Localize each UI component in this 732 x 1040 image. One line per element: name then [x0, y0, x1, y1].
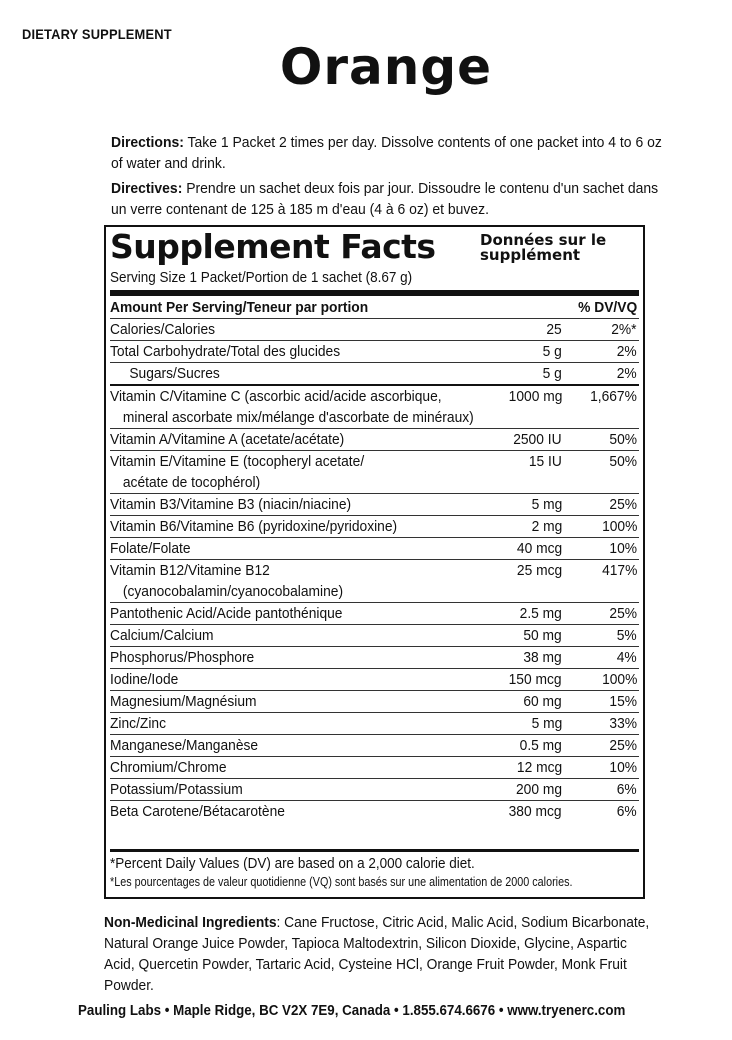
nutrient-name: [110, 625, 732, 646]
directions-fr: [111, 178, 669, 220]
nutrient-amount: 5 g: [542, 343, 562, 360]
nutrient-name: [110, 779, 732, 800]
facts-table: [110, 297, 639, 822]
directions-fr-text: Prendre un sachet deux fois par jour. Dissoudre le contenu d'un sachet dans un verre contenant de 125 à 185 m d'eau (4 à 6 oz) et buvez.: [111, 180, 659, 218]
nutrient-dv: 417%: [601, 562, 637, 579]
nutrient-name: [110, 516, 732, 537]
nutrient-amount: 150 mcg: [509, 671, 562, 688]
footnote-fr: *Les pourcentages de valeur quotidienne (VQ) sont basés sur une alimentation de 2000 calories.: [110, 874, 573, 889]
nutrient-name: [110, 494, 732, 515]
nutrient-name: [110, 669, 732, 690]
nutrient-amount: 2.5 mg: [519, 605, 562, 622]
nutrient-amount: 38 mg: [523, 649, 562, 666]
nutrient-dv: 2%: [617, 343, 637, 360]
nutrient-row: [110, 516, 639, 538]
nutrient-dv: 33%: [609, 715, 637, 732]
flavor-title: Orange: [279, 38, 493, 96]
nutrient-amount: 1000 mg: [508, 388, 562, 405]
supplement-facts-panel: [104, 225, 645, 899]
nutrient-name-continued: mineral ascorbate mix/mélange d'ascorbate de minéraux): [122, 409, 474, 426]
nutrient-amount: 5 g: [542, 365, 562, 382]
nutrient-amount: 60 mg: [523, 693, 562, 710]
nutrient-dv: 5%: [617, 627, 637, 644]
nutrient-row: [110, 757, 639, 779]
directions-en: [111, 132, 669, 174]
nutrient-amount: 5 mg: [531, 496, 562, 513]
nutrient-dv: 4%: [617, 649, 637, 666]
nutrient-name: [110, 691, 732, 712]
nutrient-name-line: Calories/Calories: [110, 321, 216, 338]
company-footer: Pauling Labs • Maple Ridge, BC V2X 7E9, Canada • 1.855.674.6676 • www.tryenerc.com: [78, 1003, 626, 1019]
nutrient-row: [110, 603, 639, 625]
amount-header: Amount Per Serving/Teneur par portion: [110, 299, 369, 316]
nutrient-dv: 10%: [609, 540, 637, 557]
nutrient-name-line: Beta Carotene/Bétacarotène: [110, 803, 285, 820]
nutrient-name-line: Calcium/Calcium: [110, 627, 214, 644]
nutrient-row: [110, 386, 639, 429]
nutrient-dv: 25%: [609, 737, 637, 754]
nutrient-name: [110, 429, 732, 450]
nutrient-name: [110, 757, 732, 778]
footnote: [110, 855, 639, 891]
nutrient-name: [110, 451, 732, 493]
nutrient-name-line: Vitamin C/Vitamine C (ascorbic acid/acide ascorbique,: [110, 388, 442, 405]
nutrient-dv: 50%: [609, 431, 637, 448]
ingredients-text: : Cane Fructose, Citric Acid, Malic Acid, Sodium Bicarbonate, Natural Orange Juice Powder, Tapioca Maltodextrin, Silicon Dioxide, Glycine, Aspartic Acid, Quercetin Powder, Tartaric Acid, Cysteine HCl, Orange Fruit Powder, Monk Fruit Powder.: [104, 914, 650, 994]
nutrient-name-line: Vitamin E/Vitamine E (tocopheryl acetate/: [110, 453, 365, 470]
nutrient-row: [110, 494, 639, 516]
ingredients-label: Non-Medicinal Ingredients: [104, 914, 277, 931]
nutrient-name: [110, 319, 732, 340]
facts-title: Supplement Facts: [110, 227, 436, 266]
directions-en-label: Directions:: [111, 134, 184, 151]
nutrient-name: [110, 560, 732, 602]
nutrient-name: [110, 713, 732, 734]
nutrient-row: [110, 560, 639, 603]
nutrient-row: [110, 625, 639, 647]
nutrient-amount: 5 mg: [531, 715, 562, 732]
nutrient-row: [110, 713, 639, 735]
nutrient-dv: 100%: [601, 518, 637, 535]
nutrient-amount: 0.5 mg: [519, 737, 562, 754]
nutrient-dv: 25%: [609, 605, 637, 622]
nutrient-name-line: Manganese/Manganèse: [110, 737, 259, 754]
nutrient-row: [110, 735, 639, 757]
nutrient-dv: 15%: [609, 693, 637, 710]
nutrient-amount: 12 mcg: [516, 759, 562, 776]
nutrient-dv: 1,667%: [590, 388, 637, 405]
nutrient-name: [110, 386, 732, 428]
nutrient-dv: 25%: [609, 496, 637, 513]
nutrient-name: [110, 538, 732, 559]
footnote-en: *Percent Daily Values (DV) are based on a 2,000 calorie diet.: [110, 856, 475, 872]
nutrient-row: [110, 319, 639, 341]
nutrient-name-line: Magnesium/Magnésium: [110, 693, 257, 710]
nutrient-dv: 2%: [617, 365, 637, 382]
nutrient-name: [110, 647, 732, 668]
nutrient-name-continued: (cyanocobalamin/cyanocobalamine): [122, 583, 344, 600]
nutrient-amount: 25 mcg: [516, 562, 562, 579]
nutrient-amount: 25: [546, 321, 562, 338]
nutrient-row: [110, 691, 639, 713]
nutrient-amount: 200 mg: [515, 781, 562, 798]
nutrient-row: [110, 429, 639, 451]
nutrient-name-continued: acétate de tocophérol): [122, 474, 261, 491]
facts-title-fr: Données sur le supplément: [480, 231, 607, 264]
nutrient-row: [110, 341, 639, 363]
nutrient-row: [110, 647, 639, 669]
nutrient-dv: 100%: [601, 671, 637, 688]
serving-size: Serving Size 1 Packet/Portion de 1 sachet (8.67 g): [110, 270, 413, 286]
nutrient-name: [110, 363, 732, 384]
nutrient-name-line: Vitamin B3/Vitamine B3 (niacin/niacine): [110, 496, 352, 513]
nutrient-row: [110, 801, 639, 822]
nutrient-dv: 50%: [609, 453, 637, 470]
category-label: DIETARY SUPPLEMENT: [22, 26, 172, 42]
directions-fr-label: Directives:: [111, 180, 183, 197]
nutrient-name-line: Phosphorus/Phosphore: [110, 649, 255, 666]
nutrient-row: [110, 363, 639, 386]
nutrient-name: [110, 341, 732, 362]
nutrient-amount: 2 mg: [531, 518, 562, 535]
nutrient-name-line: Chromium/Chrome: [110, 759, 227, 776]
nutrient-name-line: Pantothenic Acid/Acide pantothénique: [110, 605, 343, 622]
nutrient-row: [110, 451, 639, 494]
nutrient-name-line: Vitamin A/Vitamine A (acetate/acétate): [110, 431, 345, 448]
nutrient-dv: 10%: [609, 759, 637, 776]
nutrient-amount: 380 mcg: [509, 803, 562, 820]
nutrient-dv: 6%: [617, 803, 637, 820]
nutrient-amount: 15 IU: [529, 453, 562, 470]
thick-divider: [110, 290, 639, 296]
non-medicinal-ingredients: [104, 912, 656, 996]
nutrient-name: [110, 603, 732, 624]
nutrient-name-line: Total Carbohydrate/Total des glucides: [110, 343, 341, 360]
dv-header: % DV/VQ: [577, 299, 637, 316]
nutrient-name-line: Vitamin B6/Vitamine B6 (pyridoxine/pyridoxine): [110, 518, 398, 535]
nutrient-name-line: Folate/Folate: [110, 540, 191, 557]
bottom-divider: [110, 849, 639, 852]
nutrient-dv: 6%: [617, 781, 637, 798]
nutrient-name-line: Vitamin B12/Vitamine B12: [110, 562, 270, 579]
facts-header-row: [110, 297, 639, 319]
nutrient-name-line: Zinc/Zinc: [110, 715, 166, 732]
nutrient-name-line: Potassium/Potassium: [110, 781, 243, 798]
nutrient-row: [110, 538, 639, 560]
nutrient-row: [110, 669, 639, 691]
nutrient-name-line: Iodine/Iode: [110, 671, 179, 688]
nutrient-amount: 40 mcg: [516, 540, 562, 557]
nutrient-name-line: Sugars/Sucres: [129, 365, 220, 382]
facts-heading: [110, 229, 640, 269]
nutrient-dv: 2%*: [611, 321, 637, 338]
nutrient-amount: 50 mg: [523, 627, 562, 644]
directions-en-text: Take 1 Packet 2 times per day. Dissolve contents of one packet into 4 to 6 oz of water and drink.: [111, 134, 662, 172]
nutrient-name: [110, 801, 732, 822]
nutrient-row: [110, 779, 639, 801]
nutrient-amount: 2500 IU: [513, 431, 562, 448]
nutrient-name: [110, 735, 732, 756]
